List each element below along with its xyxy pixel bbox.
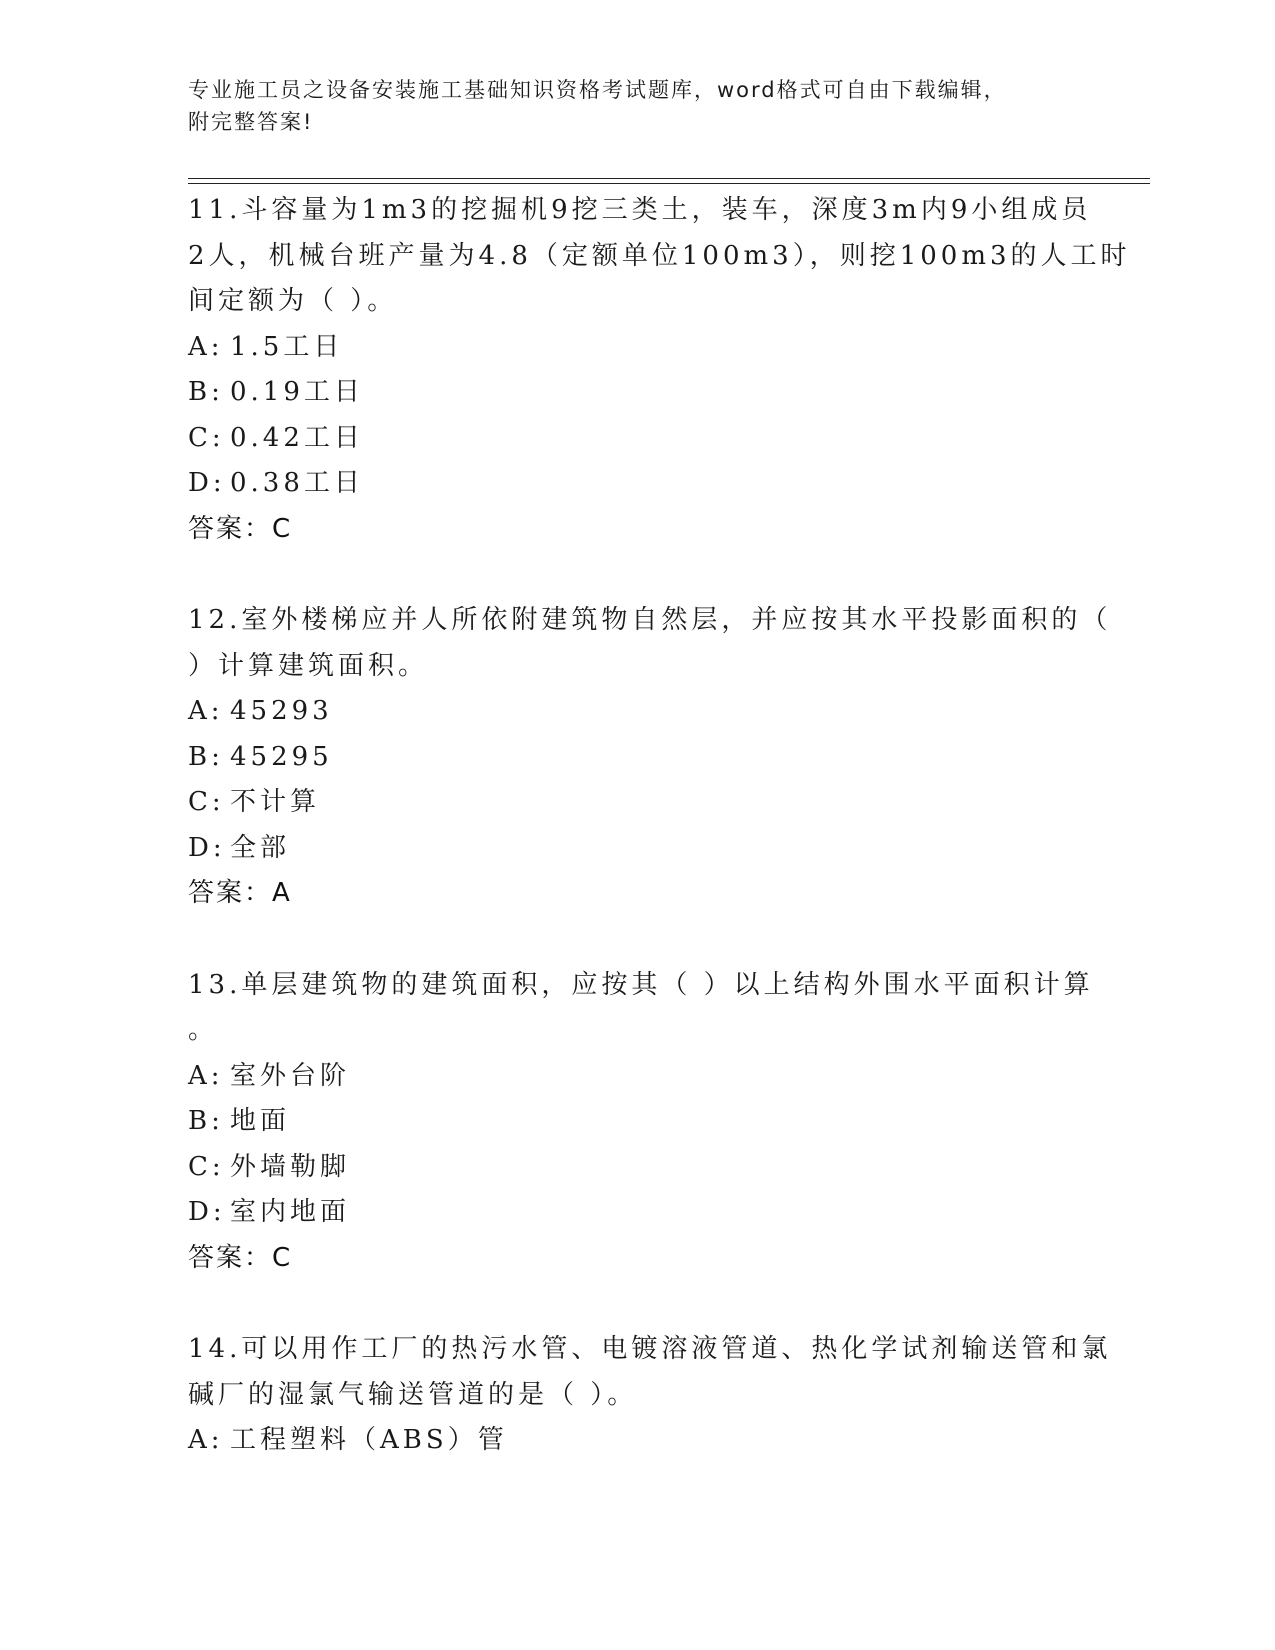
- option-key: D:: [188, 832, 226, 863]
- option-d: [188, 1190, 1088, 1236]
- option-key: A:: [188, 1425, 224, 1455]
- option-key: A:: [188, 331, 224, 362]
- question-stem-line: 13.单层建筑物的建筑面积，应按其（ ）以上结构外围水平面积计算: [188, 969, 1094, 1000]
- option-key: A:: [188, 696, 224, 726]
- question-stem-line: ）计算建筑面积。: [188, 650, 429, 681]
- option-c: [188, 780, 1088, 826]
- question-stem-line: 12.室外楼梯应并人所依附建筑物自然层，并应按其水平投影面积的（: [188, 605, 1112, 635]
- answer-line: 答案：C: [188, 513, 293, 544]
- question-stem-line: 2人，机械台班产量为4.8（定额单位100m3），则挖100m3的人工时: [188, 240, 1131, 271]
- option-text: 0.42工日: [230, 422, 364, 453]
- option-key: C:: [188, 787, 225, 817]
- option-text: 45295: [230, 741, 333, 772]
- question-stem-line: 。: [188, 1015, 219, 1045]
- question-12: [188, 598, 1112, 917]
- option-text: 室外台阶: [230, 1060, 351, 1091]
- option-text: 1.5工日: [230, 331, 344, 362]
- question-stem-line: 14.可以用作工厂的热污水管、电镀溶液管道、热化学试剂输送管和氯: [188, 1334, 1112, 1364]
- option-text: 0.19工日: [230, 377, 364, 407]
- option-text: 45293: [230, 696, 333, 726]
- option-key: B:: [188, 377, 224, 407]
- option-key: D:: [188, 1197, 226, 1227]
- option-d: [188, 826, 1088, 872]
- option-b: [188, 735, 1088, 781]
- header-divider-bottom: [188, 183, 1150, 184]
- header-line-2: 附完整答案!: [188, 110, 314, 134]
- option-text: 不计算: [230, 787, 321, 817]
- option-text: 工程塑料（ABS）管: [230, 1425, 508, 1455]
- option-key: A:: [188, 1060, 224, 1091]
- option-a: [188, 325, 1088, 371]
- option-key: D:: [188, 468, 226, 498]
- option-a: [188, 689, 1088, 735]
- option-text: 全部: [230, 832, 291, 863]
- option-key: C:: [188, 1151, 225, 1182]
- option-c: [188, 416, 1088, 462]
- option-text: 外墙勒脚: [230, 1151, 351, 1182]
- question-list: [188, 188, 1131, 1510]
- option-a: [188, 1054, 1088, 1100]
- document-header: [188, 74, 1088, 138]
- question-stem-line: 11.斗容量为1m3的挖掘机9挖三类土，装车，深度3m内9小组成员: [188, 195, 1092, 225]
- option-text: 0.38工日: [230, 468, 364, 498]
- option-c: [188, 1145, 1088, 1191]
- question-13: [188, 963, 1094, 1282]
- header-divider-top: [188, 178, 1150, 179]
- question-11: [188, 188, 1131, 552]
- option-key: C:: [188, 422, 225, 453]
- option-key: B:: [188, 1106, 224, 1136]
- option-text: 地面: [230, 1106, 291, 1136]
- question-stem-line: 碱厂的湿氯气输送管道的是（ ）。: [188, 1379, 638, 1410]
- answer-line: 答案：C: [188, 1242, 293, 1273]
- option-text: 室内地面: [230, 1197, 351, 1227]
- question-stem-line: 间定额为（ ）。: [188, 286, 398, 316]
- option-d: [188, 461, 1088, 507]
- option-key: B:: [188, 741, 224, 772]
- option-b: [188, 1099, 1088, 1145]
- question-14: [188, 1327, 1112, 1464]
- answer-line: 答案：A: [188, 878, 292, 908]
- header-line-1: 专业施工员之设备安装施工基础知识资格考试题库，word格式可自由下载编辑，: [188, 78, 1007, 102]
- option-b: [188, 370, 1088, 416]
- option-a: [188, 1418, 1088, 1464]
